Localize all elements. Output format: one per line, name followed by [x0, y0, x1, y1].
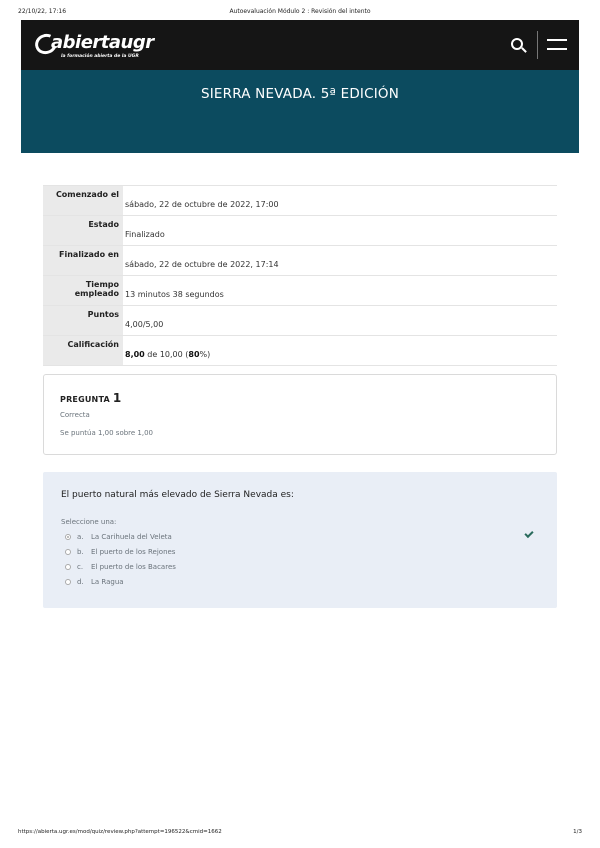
answer-text: La Ragua — [91, 578, 124, 586]
summary-label-points: Puntos — [43, 306, 123, 336]
question-prompt: El puerto natural más elevado de Sierra Nevada es: — [61, 490, 294, 500]
summary-value-points: 4,00/5,00 — [125, 320, 164, 329]
answer-text: El puerto de los Bacares — [91, 563, 176, 571]
summary-value-grade — [123, 336, 557, 366]
question-number — [60, 391, 121, 405]
menu-icon[interactable] — [547, 39, 567, 53]
table-row — [43, 336, 557, 366]
table-row — [43, 306, 557, 336]
summary-label-state: Estado — [43, 216, 123, 246]
answer-letter: d. — [77, 578, 84, 586]
summary-label-time: Tiempo empleado — [43, 276, 123, 306]
grade-percent: 80 — [188, 350, 200, 359]
nav-divider — [537, 31, 538, 59]
summary-value-finished: sábado, 22 de octubre de 2022, 17:14 — [125, 260, 279, 269]
answer-letter: a. — [77, 533, 84, 541]
question-content — [43, 472, 557, 608]
print-header — [0, 8, 600, 20]
summary-value-state: Finalizado — [125, 230, 165, 239]
radio-c[interactable] — [65, 564, 71, 570]
question-label: PREGUNTA — [60, 395, 110, 404]
question-state: Correcta — [60, 411, 90, 419]
table-row — [43, 186, 557, 216]
answer-letter: b. — [77, 548, 84, 556]
radio-a[interactable] — [65, 534, 71, 540]
summary-label-finished: Finalizado en — [43, 246, 123, 276]
print-footer — [0, 829, 600, 839]
radio-d[interactable] — [65, 579, 71, 585]
grade-score: 8,00 — [125, 350, 145, 359]
answer-letter: c. — [77, 563, 84, 571]
summary-label-started: Comenzado el — [43, 186, 123, 216]
table-row — [43, 246, 557, 276]
summary-value-time: 13 minutos 38 segundos — [125, 290, 224, 299]
course-header — [21, 70, 579, 153]
table-row — [43, 276, 557, 306]
radio-b[interactable] — [65, 549, 71, 555]
attempt-summary-table — [43, 185, 557, 366]
print-title: Autoevaluación Módulo 2 : Revisión del intento — [229, 8, 371, 15]
print-page: 1/3 — [573, 829, 582, 835]
print-url: https://abierta.ugr.es/mod/quiz/review.php?attempt=196522&cmid=1662 — [18, 829, 222, 835]
site-logo[interactable] — [35, 32, 165, 62]
print-datetime: 22/10/22, 17:16 — [18, 8, 67, 15]
table-row — [43, 216, 557, 246]
summary-label-grade: Calificación — [43, 336, 123, 366]
question-number-value: 1 — [112, 391, 122, 405]
answer-text: El puerto de los Rejones — [91, 548, 176, 556]
grade-suffix: %) — [199, 350, 211, 359]
logo-subtitle: la formación abierta de la UGR — [61, 54, 139, 59]
question-grade: Se puntúa 1,00 sobre 1,00 — [60, 429, 154, 437]
logo-text: abiertaugr — [51, 32, 154, 53]
question-info — [43, 374, 557, 455]
check-icon — [524, 529, 533, 538]
navbar — [21, 20, 579, 70]
grade-middle: de 10,00 ( — [144, 350, 189, 359]
answer-text: La Carihuela del Veleta — [91, 533, 172, 541]
course-title: SIERRA NEVADA. 5ª EDICIÓN — [200, 86, 400, 102]
search-icon[interactable] — [509, 36, 527, 54]
summary-value-started: sábado, 22 de octubre de 2022, 17:00 — [125, 200, 279, 209]
select-one-label: Seleccione una: — [61, 518, 117, 526]
